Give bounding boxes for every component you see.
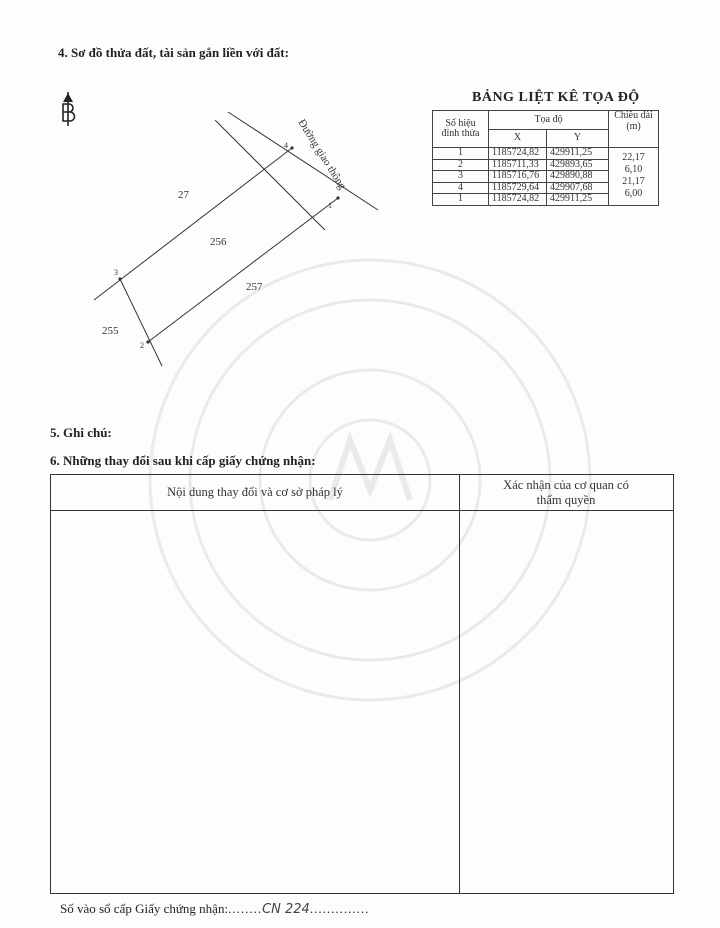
length-2-3: 6,10 [624, 164, 643, 175]
parcel-257-label: 257 [246, 281, 263, 293]
header-y: Y [547, 129, 609, 148]
point-2-label: 2 [140, 341, 144, 350]
parcel-edge-3-2 [120, 279, 162, 366]
point-1-label: 1 [328, 201, 332, 210]
row-5-x: 1185724,82 [488, 194, 546, 206]
road-label: Đường giao thông [295, 117, 349, 192]
section-6-title: 6. Những thay đổi sau khi cấp giấy chứng nhận: [50, 453, 316, 468]
changes-table [50, 474, 674, 894]
footer-register-line: Số vào sổ cấp Giấy chứng nhận:........CN 224.............. [60, 901, 370, 917]
row-1-id: 1 [433, 148, 489, 160]
changes-column-divider [459, 475, 460, 893]
lengths-cell [609, 148, 659, 206]
changes-col-approval-header: Xác nhận của cơ quan có thẩm quyền [503, 478, 629, 507]
header-length: Chiều dài (m) [609, 111, 659, 148]
parcel-256-label: 256 [210, 236, 227, 248]
section-5-title: 5. Ghi chú: [50, 425, 112, 440]
row-2-y: 429893,65 [547, 159, 609, 171]
parcel-diagram [80, 90, 400, 380]
row-4-x: 1185729,64 [488, 182, 546, 194]
length-3-4: 21,17 [622, 176, 645, 187]
row-3-y: 429890,88 [547, 171, 609, 183]
row-5-y: 429911,25 [547, 194, 609, 206]
footer-register-number: CN 224 [262, 902, 310, 917]
row-2-id: 2 [433, 159, 489, 171]
coord-table [432, 110, 659, 206]
point-1-marker [336, 196, 339, 199]
parcel-27-label: 27 [178, 189, 189, 201]
changes-content-cell[interactable] [51, 511, 458, 891]
parcel-edge-4-3 [94, 148, 292, 300]
row-2-x: 1185711,33 [488, 159, 546, 171]
point-3-label: 3 [114, 268, 118, 277]
row-3-id: 3 [433, 171, 489, 183]
coord-table-title: BẢNG LIỆT KÊ TỌA ĐỘ [472, 90, 640, 105]
point-2-marker [146, 340, 149, 343]
parcel-edge-1-2 [148, 198, 338, 342]
section-4-title: 4. Sơ đồ thửa đất, tài sản gắn liền với đất: [58, 45, 289, 60]
footer-label: Số vào sổ cấp Giấy chứng nhận: [60, 901, 229, 916]
row-5-id: 1 [433, 194, 489, 206]
point-4-marker [290, 146, 293, 149]
header-point: Số hiệu đỉnh thửa [433, 111, 489, 148]
parcel-255-label: 255 [102, 325, 119, 337]
header-coords: Tọa độ [488, 111, 608, 130]
point-3-marker [118, 277, 121, 280]
row-3-x: 1185716,76 [488, 171, 546, 183]
north-arrow-icon [58, 92, 78, 126]
header-x: X [488, 129, 546, 148]
point-4-label: 4 [284, 141, 288, 150]
row-1-x: 1185724,82 [488, 148, 546, 160]
length-4-1: 6,00 [624, 188, 643, 199]
row-4-id: 4 [433, 182, 489, 194]
changes-approval-cell[interactable] [463, 511, 672, 891]
row-4-y: 429907,68 [547, 182, 609, 194]
row-1-y: 429911,25 [547, 148, 609, 160]
length-1-2: 22,17 [622, 152, 645, 163]
changes-col-content-header: Nội dung thay đổi và cơ sở pháp lý [167, 485, 343, 499]
